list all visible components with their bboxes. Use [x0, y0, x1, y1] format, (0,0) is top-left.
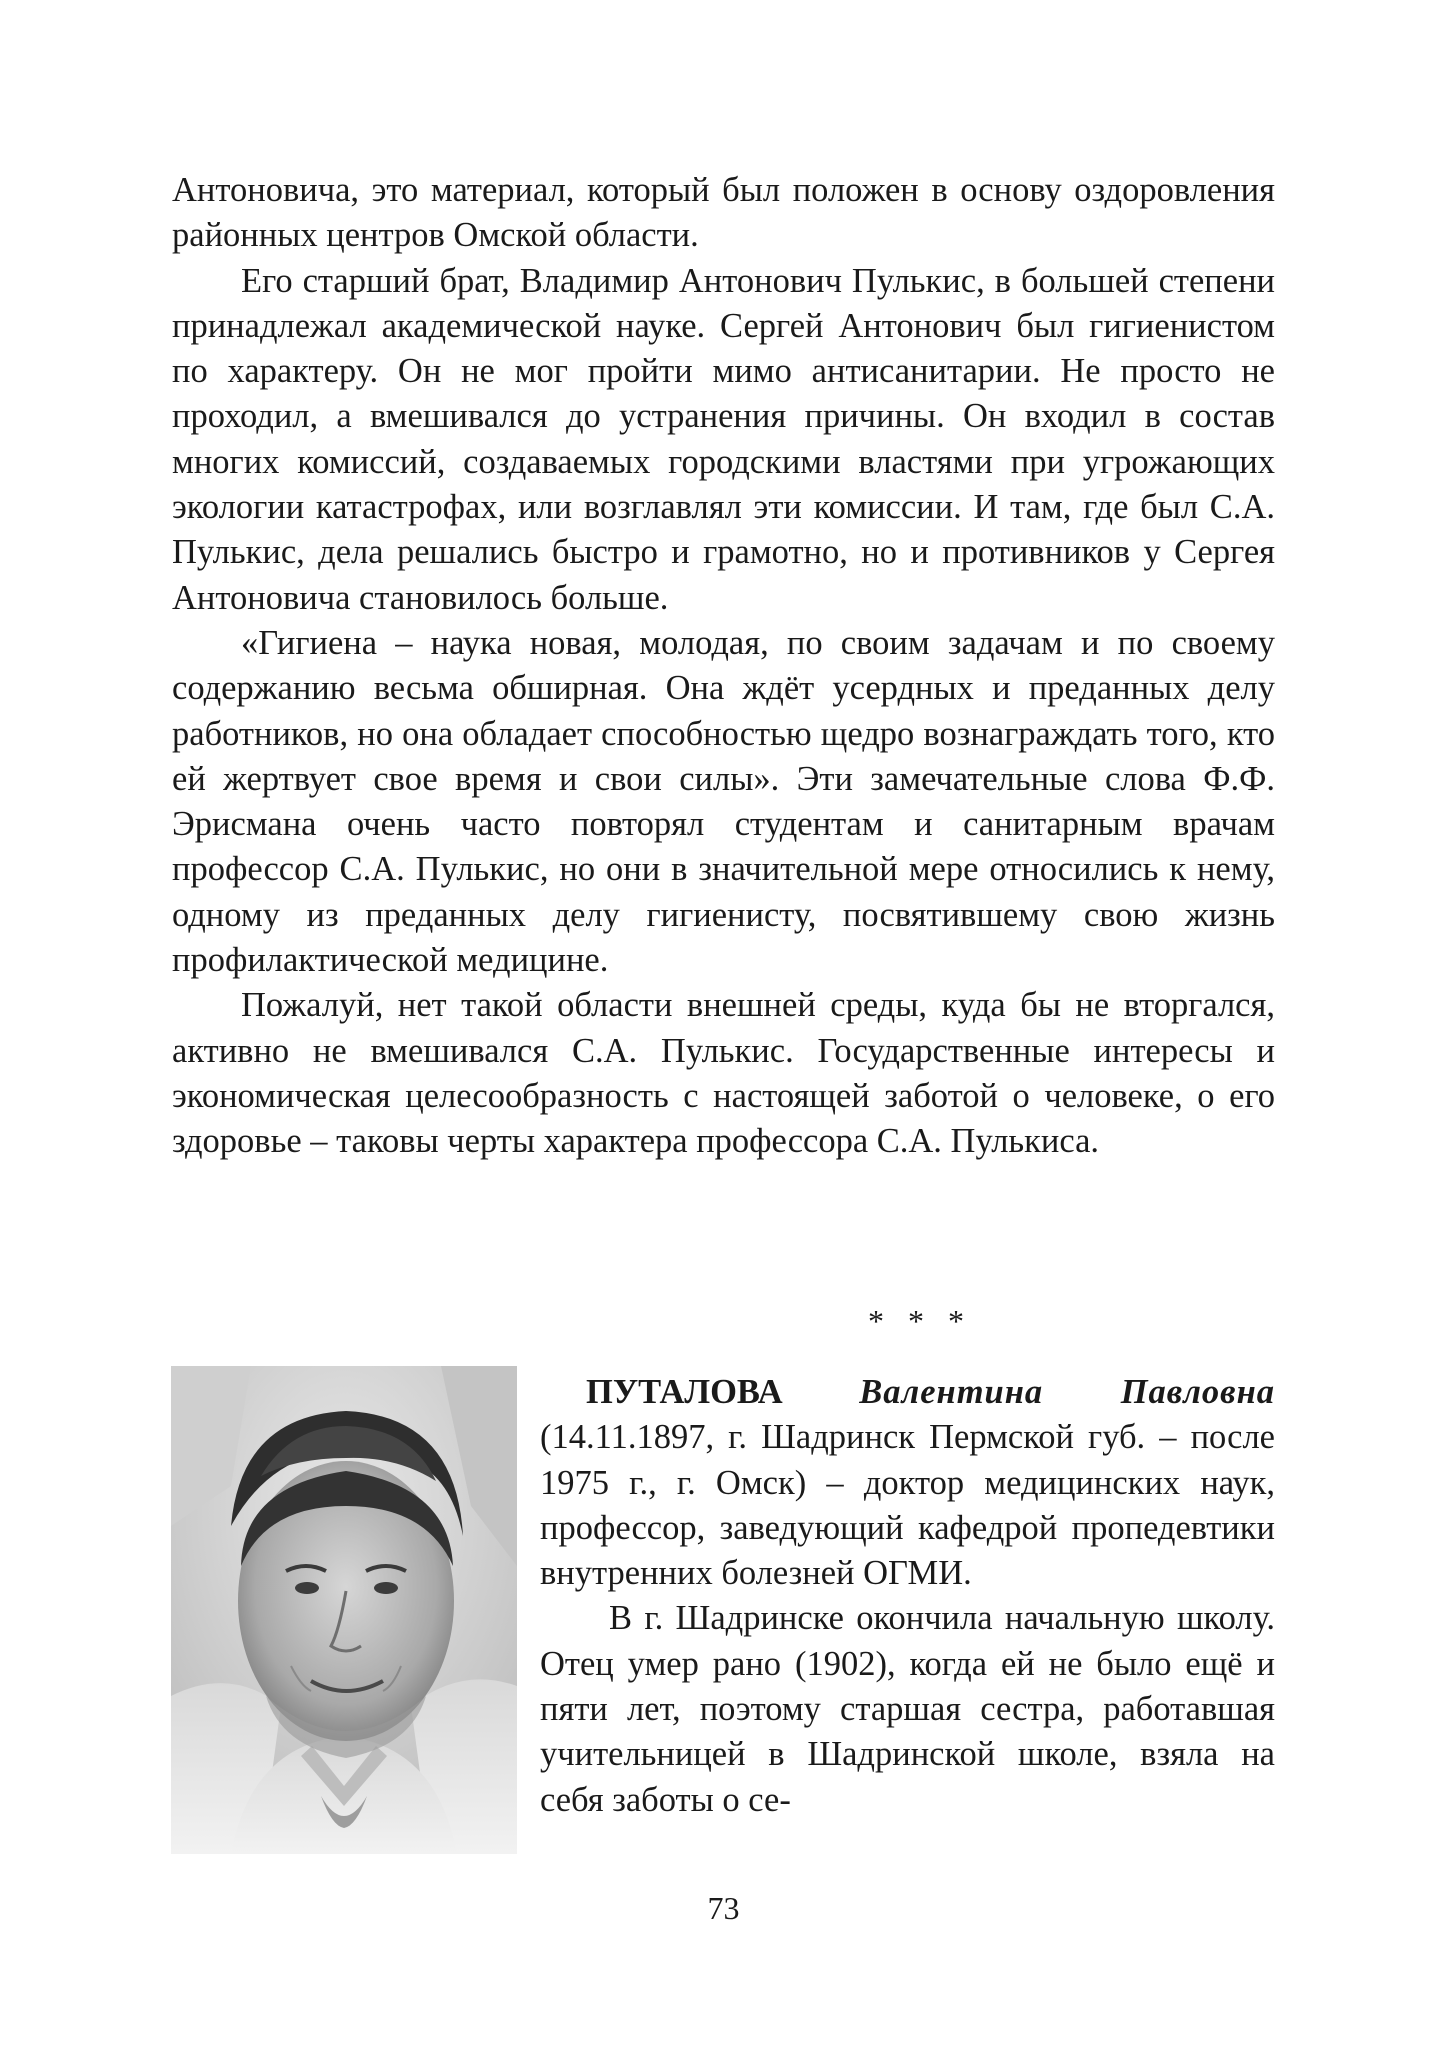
paragraph-continuation: Антоновича, это материал, который был положен в основу оздоровления районных центров Омской области.: [172, 171, 1275, 255]
biography-entry: [540, 1370, 1275, 1823]
bio-surname: ПУТАЛОВА: [586, 1373, 783, 1411]
main-text: [172, 168, 1275, 1165]
section-separator: * * *: [868, 1303, 972, 1339]
bio-given-names: Валентина Павловна: [859, 1373, 1275, 1411]
bio-paragraph: В г. Шадринске окончила начальную школу. Отец умер рано (1902), когда ей не было ещё и пяти лет, поэтому старшая сестра, работавшая учительницей в Шадринской школе, взяла на себя заботы о се-: [540, 1599, 1275, 1819]
portrait-photo: [171, 1366, 517, 1854]
page-number: 73: [707, 1890, 740, 1926]
bio-intro-rest: (14.11.1897, г. Шадринск Пермской губ. – после 1975 г., г. Омск) – доктор медицинских наук, профессор, заведующий кафедрой пропедевтики внутренних болезней ОГМИ.: [540, 1418, 1275, 1593]
bio-intro: [540, 1370, 1275, 1596]
paragraph-summary: Пожалуй, нет такой области внешней среды, куда бы не вторгался, активно не вмешивался С.А. Пулькис. Государственные интересы и экономическая целесообразность с настоящей заботой о человеке, о его здоровье – таковы черты характера профессора С.А. Пулькиса.: [172, 986, 1275, 1161]
paragraph-quote: «Гигиена – наука новая, молодая, по своим задачам и по своему содержанию весьма обширная. Она ждёт усердных и преданных делу работников, но она обладает способностью щедро вознаграждать того, кто ей жертвует свое время и свои силы». Эти замечательные слова Ф.Ф. Эрисмана очень часто повторял студентам и санитарным врачам профессор С.А. Пулькис, но они в значительной мере относились к нему, одному из преданных делу гигиенисту, посвятившему свою жизнь профилактической медицине.: [172, 623, 1275, 980]
paragraph-brother: Его старший брат, Владимир Антонович Пулькис, в большей степени принадлежал академической науке. Сергей Антонович был гигиенистом по характеру. Он не мог пройти мимо антисанитарии. Не просто не проходил, а вмешивался до устранения причины. Он входил в состав многих комиссий, создаваемых городскими властями при угрожающих экологии катастрофах, или возглавлял эти комиссии. И там, где был С.А. Пулькис, дела решались быстро и грамотно, но и противников у Сергея Антоновича становилось больше.: [172, 261, 1275, 617]
